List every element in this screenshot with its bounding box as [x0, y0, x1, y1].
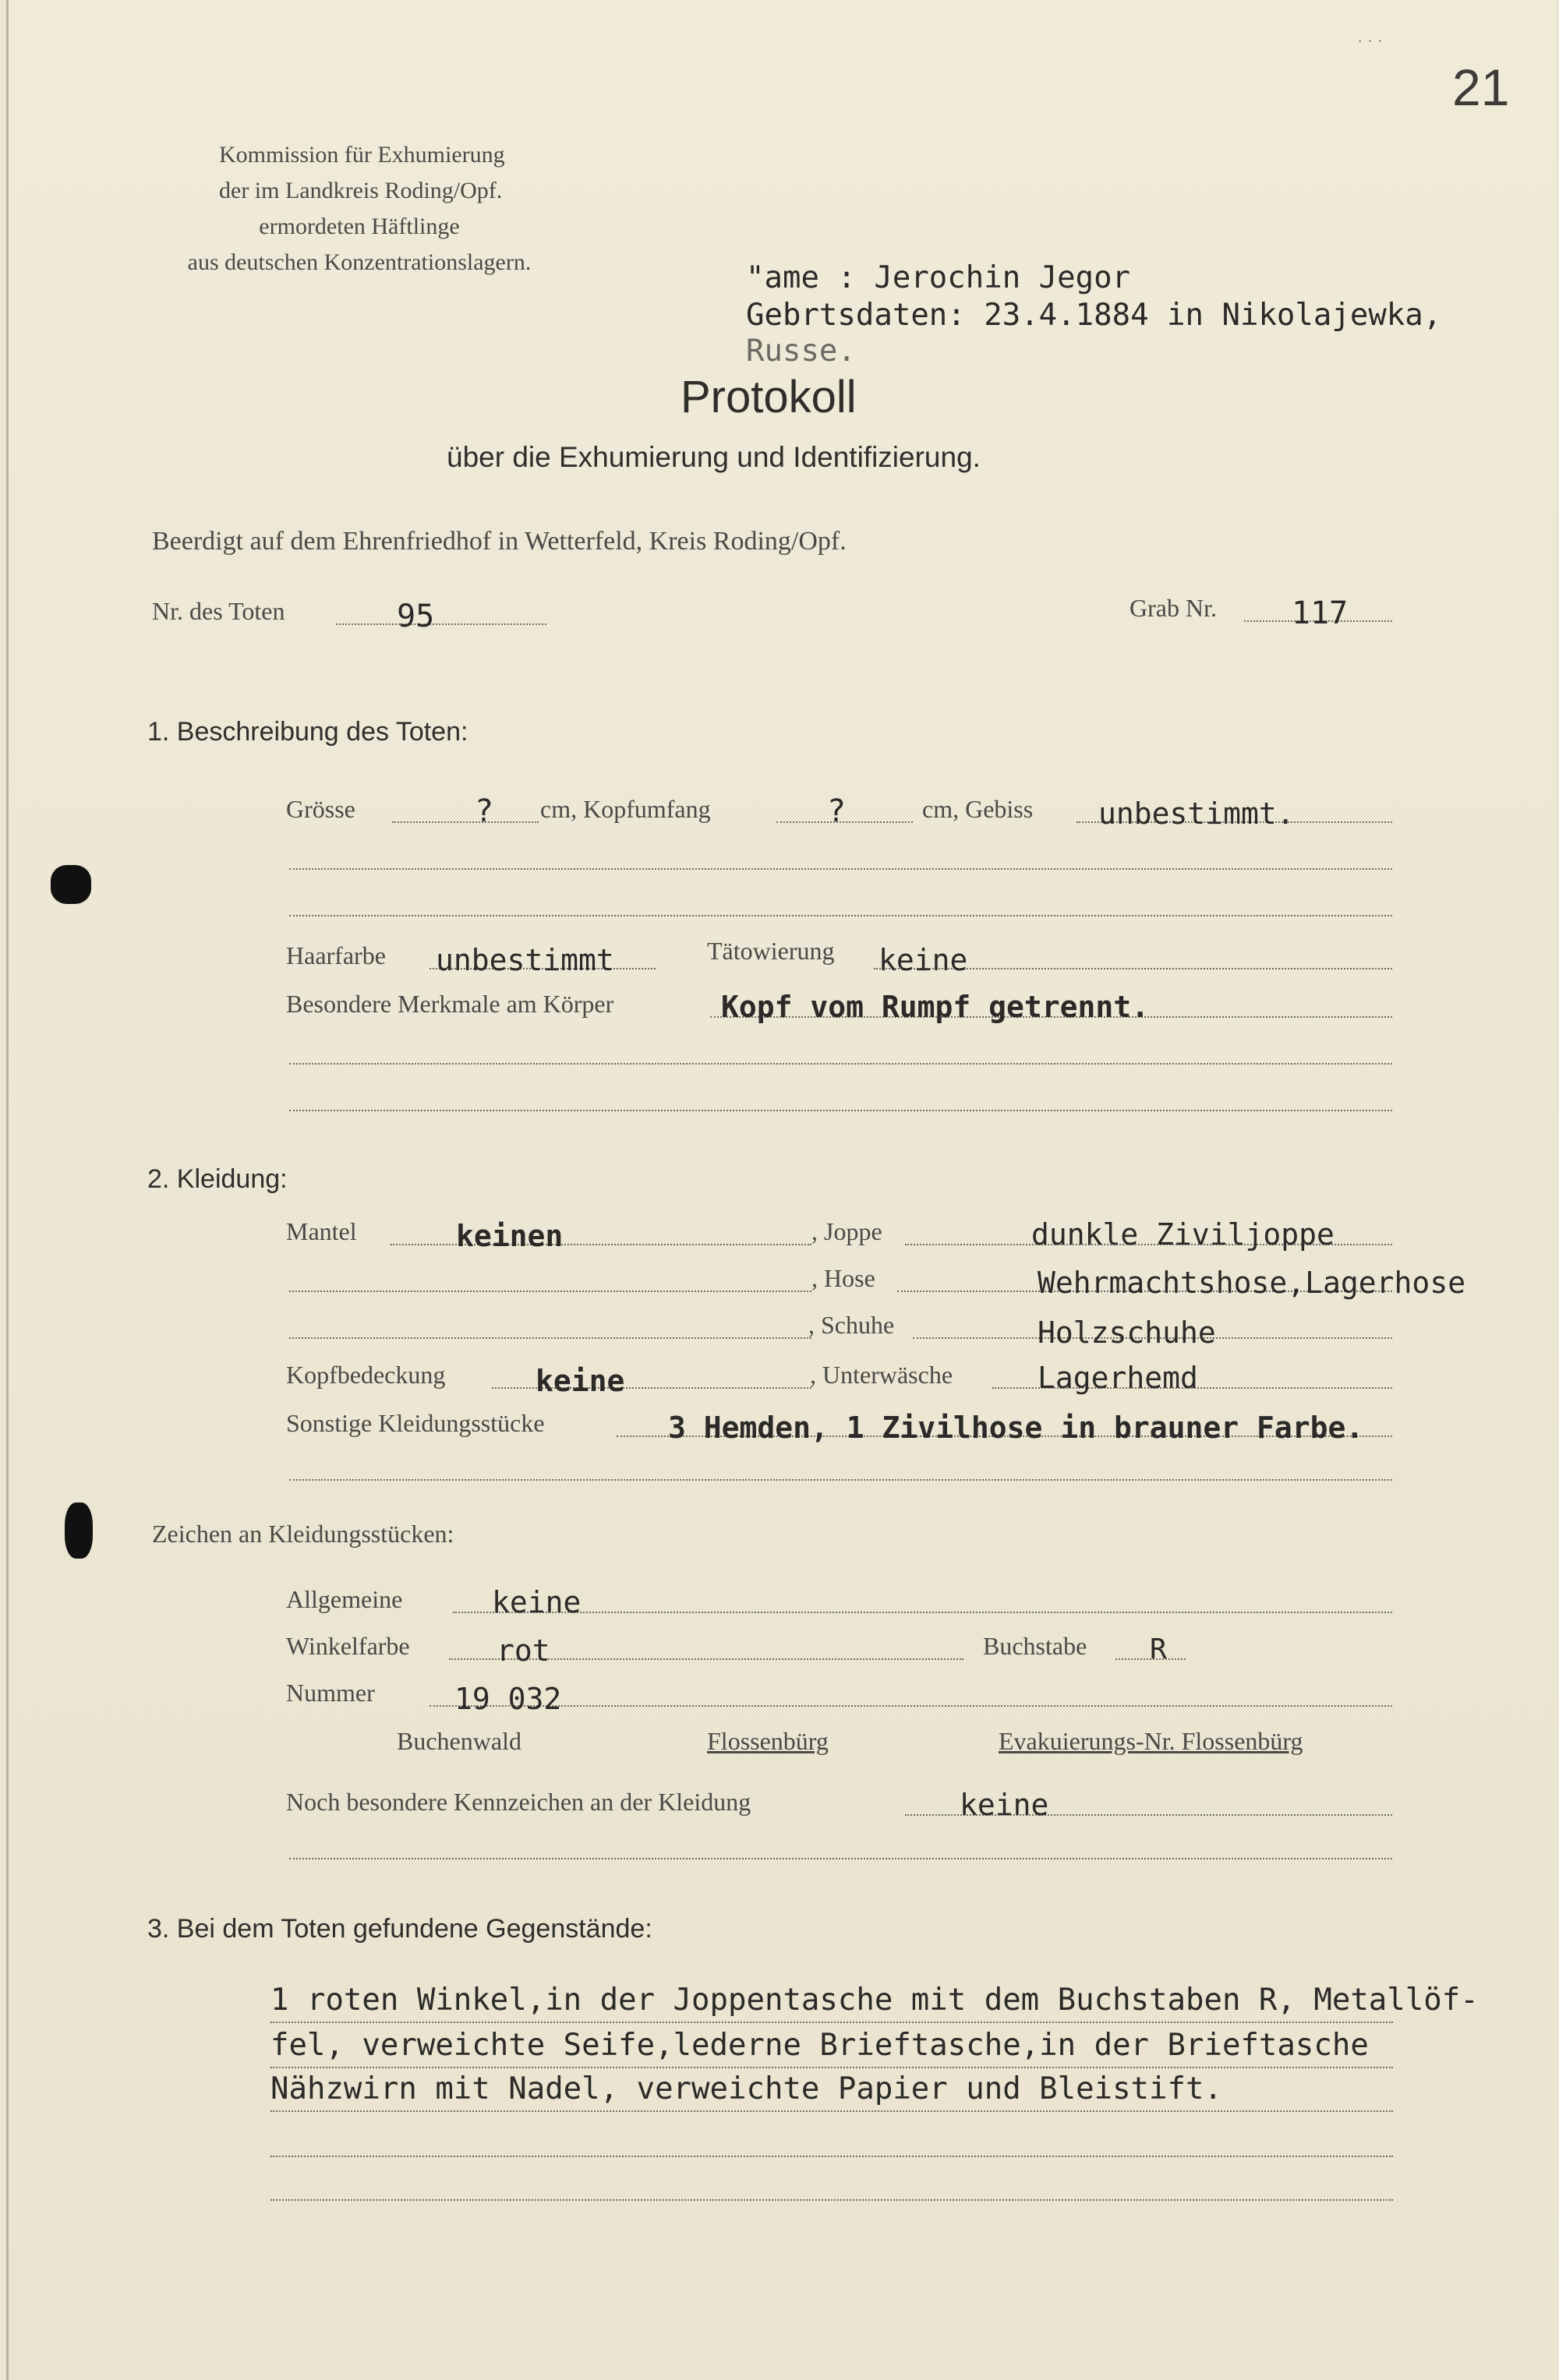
person-birth: Gebrtsdaten: 23.4.1884 in Nikolajewka, — [746, 298, 1442, 333]
section1-blank-line-2 — [289, 915, 1392, 916]
dead-number-value: 95 — [397, 599, 435, 634]
dead-number-line — [336, 623, 546, 625]
winkelfarbe-value: rot — [497, 1633, 550, 1668]
grave-number-label: Grab Nr. — [1129, 594, 1217, 622]
items-rule-1 — [270, 2022, 1393, 2023]
margin-marks: · · · — [1357, 31, 1383, 51]
page-title: Protokoll — [681, 372, 857, 422]
haarfarbe-label: Haarfarbe — [286, 941, 386, 969]
taetowierung-value: keine — [878, 943, 968, 977]
document-page — [6, 0, 1555, 2380]
mantel-label: Mantel — [286, 1217, 357, 1245]
section1-blank-line-4 — [289, 1110, 1392, 1111]
joppe-value: dunkle Ziviljoppe — [1031, 1217, 1335, 1252]
buchstabe-value: R — [1150, 1633, 1167, 1665]
schuhe-left-line — [289, 1337, 811, 1339]
hose-left-line — [289, 1291, 811, 1292]
items-line-2: fel, verweichte Seife,lederne Brieftasche,in der Brieftasche — [270, 2028, 1369, 2063]
unterwaesche-value: Lagerhemd — [1038, 1361, 1198, 1395]
page-subtitle: über die Exhumierung und Identifizierung. — [447, 441, 981, 473]
items-line-3: Nähzwirn mit Nadel, verweichte Papier und Bleistift. — [270, 2071, 1222, 2106]
zeichen-heading: Zeichen an Kleidungsstücken: — [152, 1520, 454, 1548]
kopfumfang-value: ? — [827, 793, 847, 829]
merkmale-label: Besondere Merkmale am Körper — [286, 990, 614, 1018]
groesse-value: ? — [475, 793, 494, 829]
punch-hole-top — [51, 865, 91, 904]
flossenbuerg-label: Flossenbürg — [707, 1727, 829, 1755]
gebiss-value: unbestimmt. — [1098, 796, 1295, 831]
person-name: "ame : Jerochin Jegor — [746, 260, 1131, 295]
section2-heading: 2. Kleidung: — [147, 1164, 288, 1194]
sonstige-value: 3 Hemden, 1 Zivilhose in brauner Farbe. — [668, 1411, 1364, 1445]
schuhe-value: Holzschuhe — [1038, 1315, 1216, 1350]
burial-place: Beerdigt auf dem Ehrenfriedhof in Wetterfeld, Kreis Roding/Opf. — [152, 527, 847, 556]
schuhe-label: , Schuhe — [808, 1311, 895, 1339]
punch-hole-bottom — [65, 1503, 93, 1559]
evakuierung-label: Evakuierungs-Nr. Flossenbürg — [999, 1727, 1303, 1755]
taetowierung-label: Tätowierung — [707, 937, 835, 965]
kopfbedeckung-label: Kopfbedeckung — [286, 1361, 446, 1389]
groesse-label: Grösse — [286, 795, 355, 823]
merkmale-value: Kopf vom Rumpf getrennt. — [721, 990, 1150, 1024]
commission-line-1: Kommission für Exhumierung — [219, 142, 505, 168]
items-rule-2 — [270, 2067, 1393, 2068]
zeichen-blank-line — [289, 1858, 1392, 1859]
hose-value: Wehrmachtshose,Lagerhose — [1038, 1266, 1466, 1300]
mantel-line — [391, 1244, 811, 1245]
commission-line-4: aus deutschen Konzentrationslagern. — [187, 249, 532, 275]
section1-heading: 1. Beschreibung des Toten: — [147, 717, 468, 747]
nummer-label: Nummer — [286, 1679, 375, 1707]
noch-value: keine — [960, 1788, 1049, 1822]
mantel-value: keinen — [456, 1219, 564, 1253]
section1-blank-line-1 — [289, 868, 1392, 870]
kopfbedeckung-value: keine — [536, 1364, 625, 1398]
unterwaesche-label: , Unterwäsche — [810, 1361, 953, 1389]
items-line-1: 1 roten Winkel,in der Joppentasche mit dem Buchstaben R, Metallöf- — [270, 1983, 1479, 2018]
items-rule-5 — [270, 2199, 1393, 2201]
section1-blank-line-3 — [289, 1063, 1392, 1065]
commission-line-3: ermordeten Häftlinge — [259, 214, 460, 239]
commission-line-2: der im Landkreis Roding/Opf. — [219, 178, 503, 203]
grave-number-value: 117 — [1292, 595, 1349, 631]
nummer-line — [430, 1705, 1392, 1707]
items-rule-4 — [270, 2156, 1393, 2157]
hose-label: , Hose — [811, 1264, 875, 1292]
nummer-value: 19 032 — [454, 1682, 562, 1716]
kopfumfang-label: cm, Kopfumfang — [540, 795, 711, 823]
items-rule-3 — [270, 2110, 1393, 2112]
allgemeine-value: keine — [492, 1585, 582, 1619]
noch-label: Noch besondere Kennzeichen an der Kleidung — [286, 1788, 751, 1816]
buchenwald-label: Buchenwald — [397, 1727, 521, 1755]
gebiss-label: cm, Gebiss — [922, 795, 1034, 823]
allgemeine-line — [453, 1612, 1392, 1613]
section3-heading: 3. Bei dem Toten gefundene Gegenstände: — [147, 1914, 652, 1944]
buchstabe-label: Buchstabe — [983, 1632, 1087, 1660]
groesse-line — [392, 821, 539, 823]
winkelfarbe-label: Winkelfarbe — [286, 1632, 410, 1660]
sonstige-label: Sonstige Kleidungsstücke — [286, 1409, 545, 1437]
person-nationality: Russe. — [746, 334, 856, 369]
allgemeine-label: Allgemeine — [286, 1585, 403, 1613]
page-number: 21 — [1452, 58, 1510, 116]
haarfarbe-value: unbestimmt — [436, 943, 614, 977]
section2-blank-line — [289, 1479, 1392, 1481]
joppe-label: , Joppe — [811, 1217, 882, 1245]
dead-number-label: Nr. des Toten — [152, 597, 285, 625]
